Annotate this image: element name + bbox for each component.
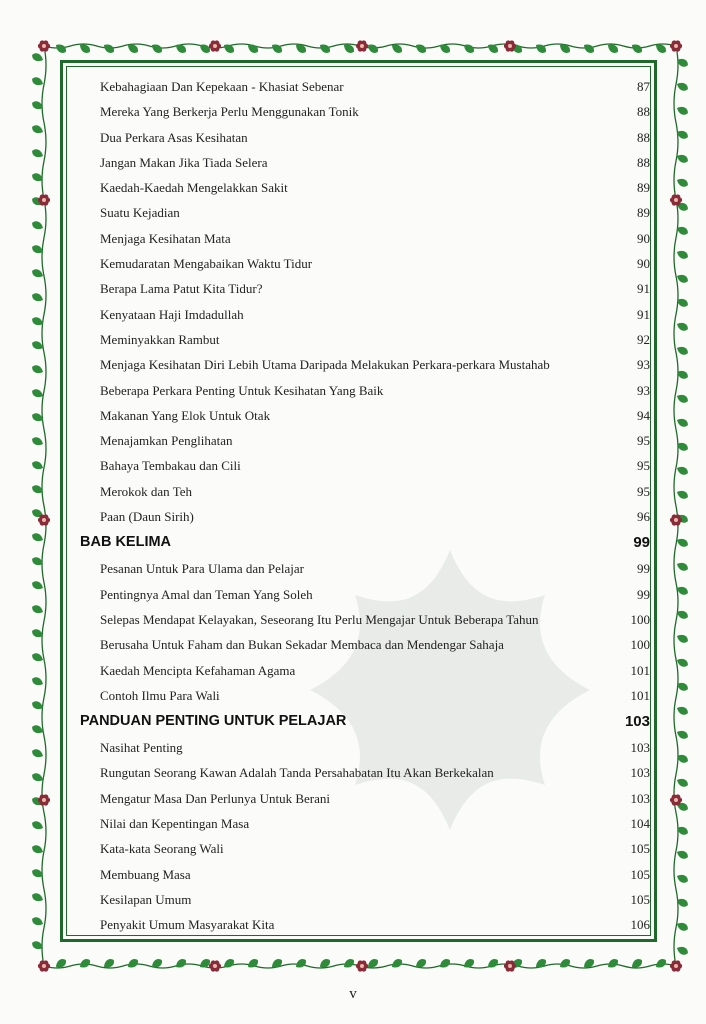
leaf-icon [675,345,689,357]
toc-entry-page: 95 [637,483,650,499]
toc-entry-title: Nasihat Penting [100,740,183,756]
toc-entry-title: Kebahagiaan Dan Kepekaan - Khasiat Sebenar [100,79,344,94]
leaf-icon [675,729,689,741]
leaf-icon [675,489,689,501]
toc-entry-page: 94 [637,407,650,423]
toc-entry-title: Kemudaratan Mengabaikan Waktu Tidur [100,256,313,272]
toc-entry [80,607,650,632]
toc-entry-page: 93 [637,382,650,398]
leaf-icon [675,465,689,477]
toc-entry-page: 100 [630,611,650,627]
toc-entry-title: Menjaga Kesihatan Diri Lebih Utama Daripada Melakukan Perkara-perkara Mustahab [100,357,550,373]
leaf-icon [31,676,45,688]
toc-entry-title: Selepas Mendapat Kelayakan, Seseorang Itu Perlu Mengajar Untuk Beberapa Tahun [100,611,539,627]
leaf-icon [31,460,45,472]
toc-entry-page: 101 [630,687,650,703]
toc-entry-page: 100 [630,637,650,653]
toc-entry-page: 89 [637,205,650,221]
leaf-icon [462,42,476,55]
toc-entry-page: 88 [637,129,650,145]
toc-entry-page: 91 [637,281,650,297]
section-heading [80,708,650,735]
leaf-icon [31,844,45,856]
toc-entry-page: 92 [637,331,650,347]
flower-icon-center [213,964,217,968]
leaf-icon [31,124,45,136]
flower-icon-center [674,44,678,48]
toc-entry-title: Suatu Kejadian [100,205,180,221]
leaf-icon [31,76,45,88]
toc-entry-title: Kesilapan Umum [100,891,192,907]
toc-entry-page: 105 [630,841,650,857]
toc-entry [80,453,650,478]
toc-entry [80,251,650,276]
toc-entry [80,378,650,403]
toc-entry-title: Paan (Daun Sirih) [100,509,194,525]
toc-entry [80,556,650,581]
toc-entry-title: PANDUAN PENTING UNTUK PELAJAR [80,713,347,730]
toc-entry [80,276,650,301]
toc-entry-title: Mereka Yang Berkerja Perlu Menggunakan Tonik [100,104,359,120]
toc-entry-title: Bahaya Tembakau dan Cili [100,458,241,474]
flower-icon-center [360,964,364,968]
toc-entry-title: Berapa Lama Patut Kita Tidur? [100,281,263,297]
toc-entry [80,632,650,657]
toc-entry [80,226,650,251]
toc-entry-title: Merokok dan Teh [100,483,192,499]
leaf-icon [630,42,644,55]
toc-entry [80,735,650,760]
toc-entry-page: 87 [637,79,650,94]
toc-entry-title: Berusaha Untuk Faham dan Bukan Sekadar Membaca dan Mendengar Sahaja [100,637,504,653]
leaf-icon [198,42,212,55]
leaf-icon [675,777,689,789]
leaf-icon [486,42,500,55]
toc-entry-page: 90 [637,230,650,246]
toc-entry-title: Nilai dan Kepentingan Masa [100,816,250,832]
flower-icon-center [42,198,46,202]
toc-entry-page: 104 [630,816,650,832]
toc-entry-title: Menjaga Kesihatan Mata [100,230,231,246]
toc-entry [80,327,650,352]
leaf-icon [675,105,689,117]
section-heading [80,529,650,556]
leaf-icon [222,42,236,55]
toc-entry-title: Mengatur Masa Dan Perlunya Untuk Berani [100,790,330,806]
leaf-icon [31,820,45,832]
leaf-icon [675,561,689,573]
toc-entry-page: 103 [630,790,650,806]
flower-icon-center [674,198,678,202]
toc-entry-title: Kata-kata Seorang Wali [100,841,224,857]
toc-entry [80,786,650,811]
leaf-icon [675,81,689,93]
leaf-icon [31,220,45,232]
toc-entry-title: Kaedah-Kaedah Mengelakkan Sakit [100,180,288,196]
toc-entry-title: Rungutan Seorang Kawan Adalah Tanda Persahabatan Itu Akan Berkekalan [100,765,494,781]
flower-icon-center [42,518,46,522]
leaf-icon [675,249,689,261]
leaf-icon [31,52,45,64]
flower-icon-center [674,964,678,968]
toc-entry [80,836,650,861]
toc-entry-page: 103 [630,740,650,756]
toc-entry-page: 91 [637,306,650,322]
leaf-icon [675,705,689,717]
toc-entry-title: Meminyakkan Rambut [100,331,220,347]
toc-entry [80,811,650,836]
flower-icon-center [508,964,512,968]
toc-entry [80,99,650,124]
flower-icon-center [42,964,46,968]
toc-entry-page: 105 [630,891,650,907]
leaf-icon [675,945,689,957]
toc-entry-page: 105 [630,866,650,882]
leaf-icon [675,873,689,885]
toc-entry-page: 95 [637,433,650,449]
toc-entry [80,760,650,785]
toc-entry-title: Kenyataan Haji Imdadullah [100,306,244,322]
leaf-icon [246,957,260,970]
leaf-icon [31,916,45,928]
flower-icon-center [42,798,46,802]
toc-entry [80,150,650,175]
toc-entry-title: Dua Perkara Asas Kesihatan [100,129,248,145]
toc-entry-title: Membuang Masa [100,866,191,882]
toc-entry-page: 90 [637,256,650,272]
toc-entry-title: Penyakit Umum Masyarakat Kita [100,917,275,933]
table-of-contents [80,74,650,938]
toc-entry-title: BAB KELIMA [80,534,172,551]
toc-entry [80,912,650,937]
leaf-icon [31,580,45,592]
flower-icon-center [42,44,46,48]
toc-entry [80,683,650,708]
leaf-icon [675,849,689,861]
toc-entry [80,403,650,428]
leaf-icon [675,417,689,429]
toc-entry-page: 103 [624,713,650,731]
flower-icon-center [213,44,217,48]
toc-entry-title: Contoh Ilmu Para Wali [100,687,220,703]
toc-entry [80,479,650,504]
toc-entry-page: 95 [637,458,650,474]
leaf-icon [675,321,689,333]
page-number: v [349,986,357,1002]
toc-entry [80,862,650,887]
toc-entry [80,582,650,607]
toc-entry [80,658,650,683]
leaf-icon [675,177,689,189]
toc-entry-page: 99 [637,586,650,602]
toc-entry-title: Jangan Makan Jika Tiada Selera [100,154,268,170]
toc-entry-page: 99 [637,561,650,577]
leaf-icon [31,748,45,760]
leaf-icon [675,633,689,645]
toc-entry-title: Makanan Yang Elok Untuk Otak [100,407,271,423]
toc-entry [80,352,650,377]
flower-icon-center [360,44,364,48]
toc-entry [80,175,650,200]
toc-entry [80,504,650,529]
leaf-icon [534,42,548,55]
toc-entry [80,125,650,150]
leaf-icon [222,957,236,970]
leaf-icon [31,892,45,904]
toc-entry-title: Kaedah Mencipta Kefahaman Agama [100,662,296,678]
toc-entry-page: 101 [630,662,650,678]
leaf-icon [366,42,380,55]
toc-entry-page: 89 [637,180,650,196]
leaf-icon [31,436,45,448]
leaf-icon [31,364,45,376]
toc-entry [80,200,650,225]
leaf-icon [31,604,45,616]
leaf-icon [31,532,45,544]
toc-entry [80,74,650,99]
toc-entry [80,302,650,327]
toc-entry-page: 88 [637,104,650,120]
leaf-icon [486,957,500,970]
flower-icon-center [674,518,678,522]
leaf-icon [675,393,689,405]
toc-entry-page: 106 [630,917,650,933]
flower-icon-center [674,798,678,802]
toc-entry-page: 99 [633,534,650,552]
toc-entry [80,887,650,912]
flower-icon-center [508,44,512,48]
toc-entry-title: Beberapa Perkara Penting Untuk Kesihatan Yang Baik [100,382,384,398]
leaf-icon [31,148,45,160]
toc-entry [80,428,650,453]
toc-entry-title: Pentingnya Amal dan Teman Yang Soleh [100,586,313,602]
toc-entry-page: 103 [630,765,650,781]
toc-entry-title: Menajamkan Penglihatan [100,433,233,449]
toc-entry-page: 96 [637,509,650,525]
toc-entry-title: Pesanan Untuk Para Ulama dan Pelajar [100,561,304,577]
toc-entry-page: 88 [637,154,650,170]
toc-entry-page: 93 [637,357,650,373]
leaf-icon [31,292,45,304]
